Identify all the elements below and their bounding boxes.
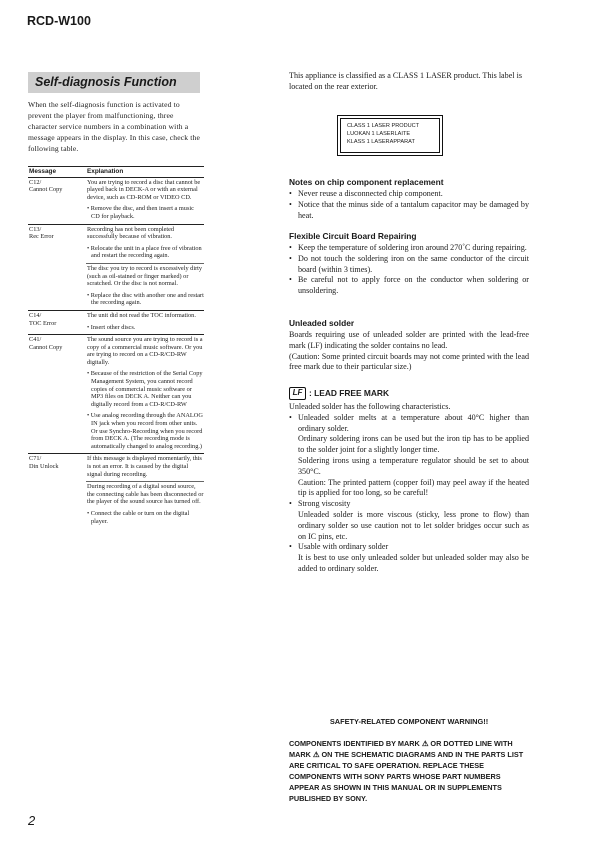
table-row (28, 454, 204, 482)
self-diagnosis-intro: When the self-diagnosis function is activated to prevent the player from malfunctioning, three character service numbers in a combination with a message appears in the display. In this case, check the following table. (28, 100, 201, 153)
table-row (28, 177, 204, 204)
explanation-cell: The sound source you are trying to record is a copy of a commercial music software. Or you are trying to record on a CD-R/CD-RW digitally. (86, 335, 204, 370)
message-code: C12/ (29, 178, 42, 186)
explanation-cell: • Relocate the unit in a place free of vibration and restart the recording again. (87, 244, 202, 260)
flex-board-section (289, 231, 529, 297)
chip-notes-title: Notes on chip component replacement (289, 177, 444, 187)
laser-intro: This appliance is classified as a CLASS 1 LASER product. This label is located on the rear exterior. (289, 71, 522, 91)
lead-free-logo-icon: LF (289, 387, 306, 400)
explanation-cell: • Connect the cable or turn on the digital player. (87, 509, 190, 525)
message-desc: TOC Error (29, 319, 57, 327)
unleaded-title: Unleaded solder (289, 318, 355, 328)
message-desc: Cannot Copy (29, 186, 63, 194)
self-diagnosis-table (28, 166, 204, 528)
list-subitem: Ordinary soldering irons can be used but the iron tip has to be applied to the solder joint for a slightly longer time. (298, 434, 529, 455)
explanation-cell: Recording has not been completed successfully because of vibration. (86, 224, 204, 244)
list-item: • Never reuse a disconnected chip component. (289, 189, 443, 198)
laser-label-line: CLASS 1 LASER PRODUCT (347, 123, 420, 129)
list-item: • Do not touch the soldering iron on the same conductor of the circuit board (within 3 times). (289, 253, 529, 274)
explanation-cell: The disc you try to record is excessively dirty (such as oil-stained or finger marked) or scratched. Or the disc is not normal. (86, 263, 204, 290)
explanation-cell: During recording of a digital sound source, the connecting cable has been disconnected or the player of the sound source has turned off. (86, 482, 204, 509)
lead-free-intro: Unleaded solder has the following characteristics. (289, 402, 451, 411)
unleaded-section (289, 318, 529, 373)
explanation-cell: • Because of the restriction of the Serial Copy Management System, you cannot record copies of commercial music software or MP3 files on DECK A. Neither can you digitally record from a CD-R/CD-RW (87, 370, 203, 408)
lead-free-title: : LEAD FREE MARK (309, 388, 390, 399)
table-row (28, 335, 204, 370)
explanation-cell: • Use analog recording through the ANALOG IN jack when you record from other units. Or use Synchro-Recording when you record from DECK A. (The recording mode is automatically changed to analog recording.) (87, 412, 203, 450)
list-item: • Be careful not to apply force on the conductor when soldering or unsoldering. (289, 275, 529, 296)
explanation-cell: If this message is displayed momentarily, this is not an error. It is caused by the digital signal during recording. (86, 454, 204, 482)
flex-board-title: Flexible Circuit Board Repairing (289, 231, 417, 241)
unleaded-text: Boards requiring use of unleaded solder are printed with the lead-free mark (LF) indicating the solder contains no lead. (289, 330, 529, 350)
model-number: RCD-W100 (27, 14, 91, 28)
explanation-cell: • Remove the disc, and then insert a music CD for playback. (87, 205, 194, 220)
laser-label-line: LUOKAN 1 LASERLAITE (347, 131, 411, 137)
list-item: • Keep the temperature of soldering iron around 270˚C during repairing. (289, 243, 527, 252)
list-subitem: Soldering irons using a temperature regulator should be set to about 350°C. (298, 455, 529, 476)
col-explanation: Explanation (86, 167, 204, 178)
laser-label (337, 115, 443, 156)
list-item: • Usable with ordinary solder (289, 542, 389, 552)
safety-warning-text: COMPONENTS IDENTIFIED BY MARK ⚠ OR DOTTED LINE WITH MARK ⚠ ON THE SCHEMATIC DIAGRAMS AND IN THE PARTS LIST ARE CRITICAL TO SAFE OPERATION. REPLACE THESE COMPONENTS WITH SONY PARTS WHOSE PART NUMBERS APPEAR AS SHOWN IN THIS MANUAL OR IN SUPPLEMENTS PUBLISHED BY SONY. (289, 739, 524, 803)
table-row (28, 224, 204, 244)
list-subitem: Unleaded solder is more viscous (sticky, less prone to flow) than ordinary solder so use caution not to let solder bridges occur such as on IC pins, etc. (298, 509, 529, 541)
table-row (28, 310, 204, 322)
safety-warning-title: SAFETY-RELATED COMPONENT WARNING!! (329, 717, 489, 726)
chip-notes-section (289, 177, 529, 221)
lead-free-section (289, 387, 529, 575)
message-code: C41/ (29, 336, 42, 344)
laser-label-line: KLASS 1 LASERAPPARAT (347, 139, 415, 145)
unleaded-caution: (Caution: Some printed circuit boards may not come printed with the lead free mark due to their particular size.) (289, 351, 529, 372)
page-number: 2 (28, 813, 36, 828)
message-desc: Cannot Copy (29, 343, 63, 351)
message-code: C14/ (29, 311, 42, 319)
list-item: • Unleaded solder melts at a temperature about 40°C higher than ordinary solder. (289, 412, 529, 433)
list-subitem: It is best to use only unleaded solder but unleaded solder may also be added to ordinary solder. (298, 553, 529, 573)
explanation-cell: • Insert other discs. (87, 323, 136, 331)
list-subitem: Caution: The printed pattern (copper foil) may peel away if the heated tip is applied for too long, so be careful! (298, 477, 529, 498)
self-diagnosis-title: Self-diagnosis Function (28, 72, 200, 93)
message-code: C71/ (29, 455, 42, 463)
message-code: C13/ (29, 225, 42, 233)
list-item: • Notice that the minus side of a tantalum capacitor may be damaged by heat. (289, 199, 529, 220)
col-message: Message (28, 167, 86, 178)
message-desc: Rec Error (29, 233, 54, 241)
explanation-cell: • Replace the disc with another one and restart the recording again. (87, 291, 204, 307)
list-item: • Strong viscosity (289, 499, 351, 509)
explanation-cell: The unit did not read the TOC information. (86, 310, 204, 322)
explanation-cell: You are trying to record a disc that cannot be played back in DECK-A or with an external device, such as CD-ROM or VIDEO CD. (87, 178, 201, 201)
laser-label-inner (340, 118, 440, 153)
message-desc: Din Unlock (29, 463, 59, 470)
